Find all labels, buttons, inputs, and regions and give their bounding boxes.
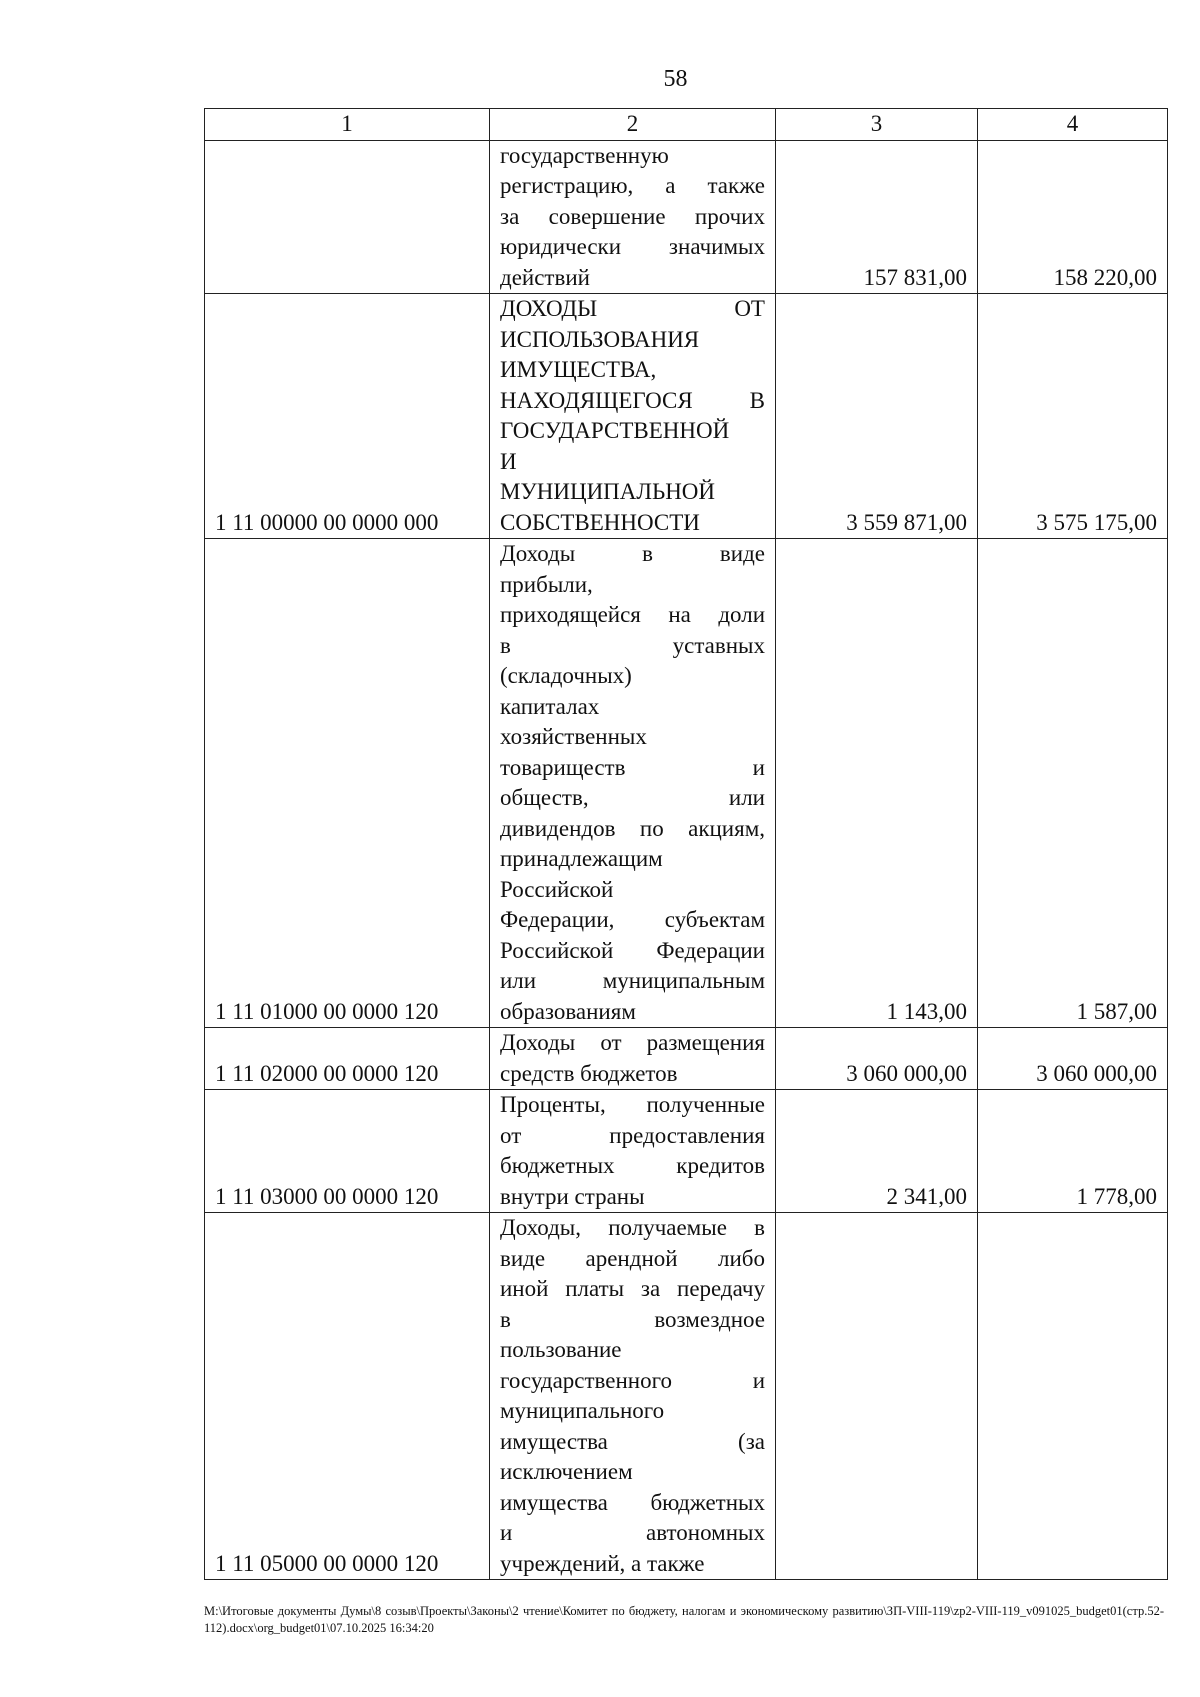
income-name-cell [490, 1213, 776, 1580]
income-name-line: Российской [500, 876, 614, 902]
income-name-line: имущества бюджетных [500, 1489, 765, 1515]
income-name-line: принадлежащим [500, 846, 663, 871]
income-name-line: Доходы от размещения [500, 1030, 765, 1055]
income-name-line: в уставных [500, 632, 765, 658]
income-name-cell [490, 539, 776, 1028]
income-name-line: СОБСТВЕННОСТИ [500, 509, 700, 535]
budget-code-cell: 1 11 02000 00 0000 120 [205, 1028, 490, 1090]
file-path-footer: М:\Итоговые документы Думы\8 созыв\Проекты\Законы\2 чтение\Комитет по бюджету, налогам и экономическому развитию\ЗП-VIII-119\zp2-VIII-119_v091025_budget01(стр.52-112).docx\org_budget01\07.10.2025 16:34:20 [204, 1604, 1164, 1635]
income-name-line: средств бюджетов [500, 1060, 678, 1086]
amount-col4-cell: 1 587,00 [978, 539, 1168, 1028]
amount-col3-cell: 3 559 871,00 [776, 294, 978, 539]
income-name-line: обществ, или [500, 785, 765, 810]
income-name-line: прибыли, [500, 571, 593, 597]
income-name-line: государственного и [500, 1367, 765, 1393]
income-name-line: (складочных) [500, 663, 632, 688]
page-number: 58 [663, 66, 688, 92]
income-name-line: исключением [500, 1459, 633, 1484]
table-row [205, 1028, 1168, 1090]
income-name-line: муниципального [500, 1398, 665, 1423]
income-name-line: юридически значимых [500, 234, 765, 259]
amount-col4-cell: 3 060 000,00 [978, 1028, 1168, 1090]
income-name-line: НАХОДЯЩЕГОСЯ В [500, 387, 765, 413]
income-name-line: и автономных [500, 1520, 765, 1545]
budget-code-cell: 1 11 00000 00 0000 000 [205, 294, 490, 539]
income-name-line: дивидендов по акциям, [500, 815, 765, 841]
income-name-line: имущества (за [500, 1428, 765, 1454]
amount-col3-cell: 3 060 000,00 [776, 1028, 978, 1090]
income-name-cell [490, 1028, 776, 1090]
amount-col3-cell [776, 1213, 978, 1580]
table-header-row [205, 109, 1168, 141]
income-name-line: Доходы в виде [500, 541, 765, 566]
income-name-line: пользование [500, 1337, 622, 1362]
budget-code-cell: 1 11 05000 00 0000 120 [205, 1213, 490, 1580]
income-name-cell [490, 1090, 776, 1213]
amount-col4-cell: 3 575 175,00 [978, 294, 1168, 539]
budget-code-cell: 1 11 03000 00 0000 120 [205, 1090, 490, 1213]
amount-col3-cell: 1 143,00 [776, 539, 978, 1028]
income-name-line: иной платы за передачу [500, 1276, 765, 1301]
income-name-line: образованиям [500, 998, 636, 1024]
income-name-line: от предоставления [500, 1122, 765, 1148]
income-name-line: Федерации, субъектам [500, 907, 765, 932]
table-row [205, 294, 1168, 539]
amount-col3-cell: 157 831,00 [776, 140, 978, 294]
income-name-line: действий [500, 264, 590, 290]
income-name-line: или муниципальным [500, 968, 765, 993]
table-row [205, 1090, 1168, 1213]
income-name-line: Российской Федерации [500, 937, 765, 963]
column-header: 2 [490, 109, 776, 141]
income-name-line: хозяйственных [500, 724, 647, 749]
budget-code-cell: 1 11 01000 00 0000 120 [205, 539, 490, 1028]
income-name-cell [490, 140, 776, 294]
income-name-cell [490, 294, 776, 539]
income-name-line: государственную [500, 142, 669, 168]
income-name-line: И [500, 448, 517, 474]
income-name-line: МУНИЦИПАЛЬНОЙ [500, 479, 716, 504]
budget-code-cell [205, 140, 490, 294]
income-name-line: капиталах [500, 693, 600, 719]
column-header: 3 [776, 109, 978, 141]
income-name-line: ДОХОДЫ ОТ [500, 296, 765, 321]
table-row [205, 140, 1168, 294]
budget-table [204, 108, 1168, 1580]
table-row [205, 539, 1168, 1028]
income-name-line: Проценты, полученные [500, 1092, 765, 1117]
income-name-line: приходящейся на доли [500, 602, 765, 627]
amount-col4-cell [978, 1213, 1168, 1580]
income-name-line: бюджетных кредитов [500, 1153, 765, 1178]
income-name-line: учреждений, а также [500, 1550, 705, 1576]
income-name-line: виде арендной либо [500, 1245, 765, 1271]
income-name-line: регистрацию, а также [500, 173, 765, 198]
amount-col3-cell: 2 341,00 [776, 1090, 978, 1213]
income-name-line: ГОСУДАРСТВЕННОЙ [500, 418, 730, 443]
income-name-line: ИСПОЛЬЗОВАНИЯ [500, 326, 700, 352]
income-name-line: в возмездное [500, 1306, 765, 1332]
income-name-line: Доходы, получаемые в [500, 1215, 765, 1240]
income-name-line: ИМУЩЕСТВА, [500, 357, 657, 382]
table-row [205, 1213, 1168, 1580]
income-name-line: за совершение прочих [500, 203, 765, 229]
amount-col4-cell: 1 778,00 [978, 1090, 1168, 1213]
amount-col4-cell: 158 220,00 [978, 140, 1168, 294]
column-header: 1 [205, 109, 490, 141]
column-header: 4 [978, 109, 1168, 141]
income-name-line: внутри страны [500, 1183, 645, 1209]
income-name-line: товариществ и [500, 754, 765, 780]
